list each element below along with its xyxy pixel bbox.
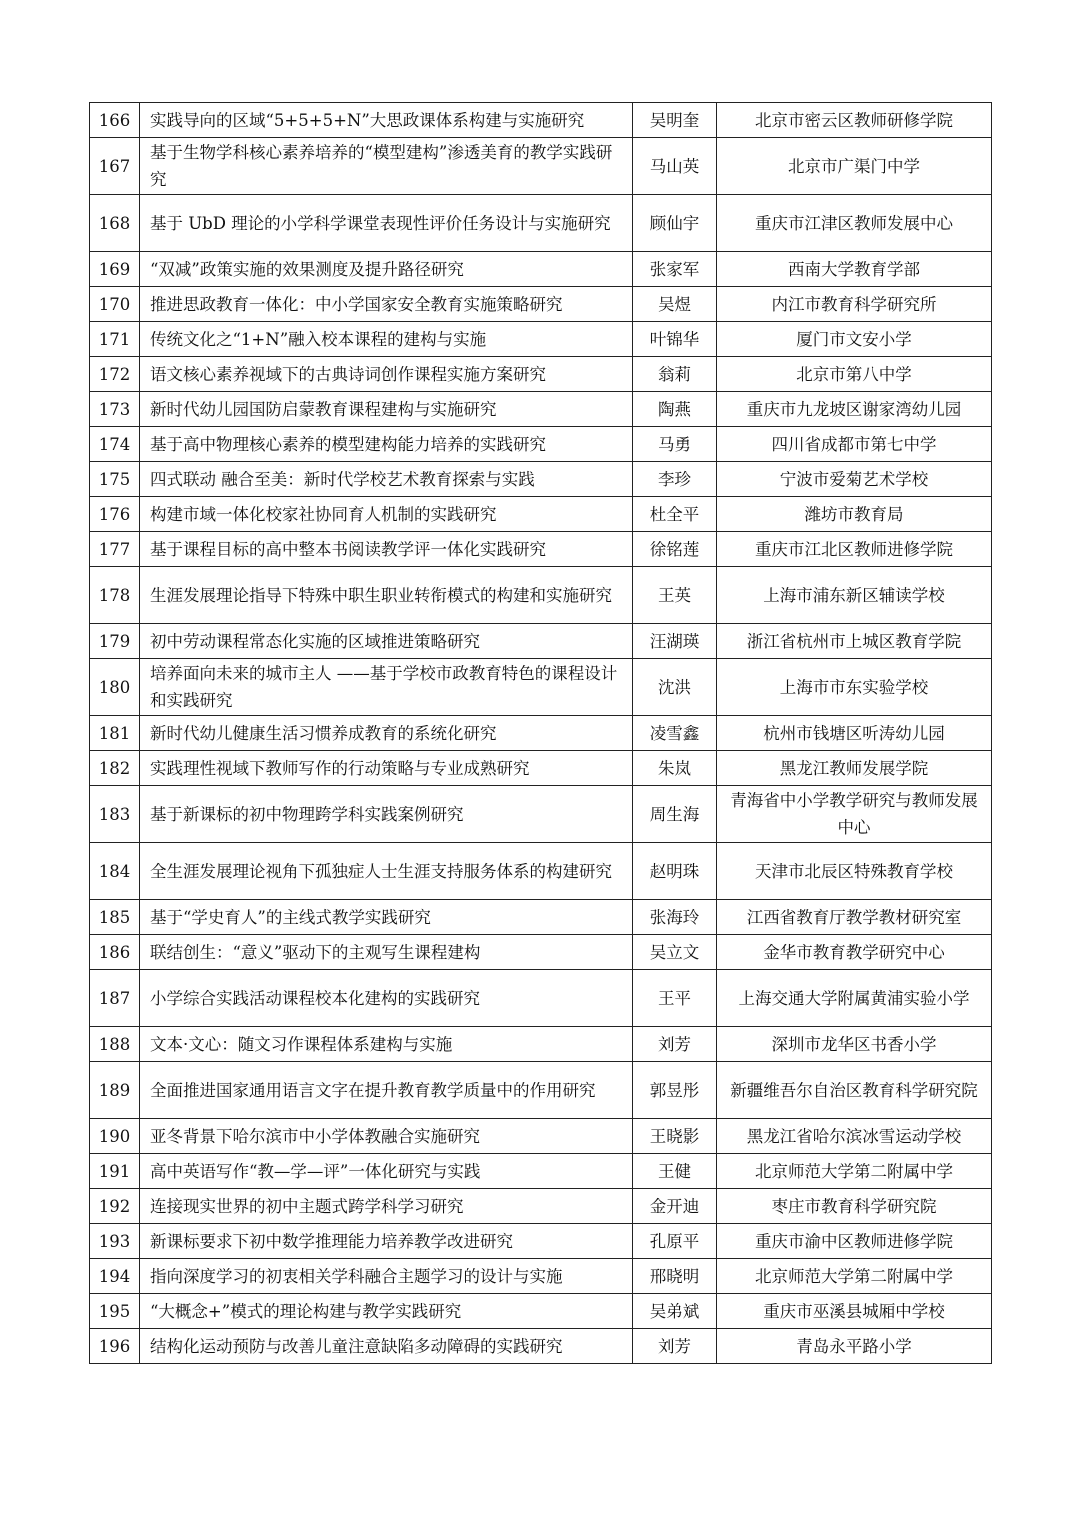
- organization: 北京市广渠门中学: [717, 138, 992, 195]
- principal-name: 金开迪: [633, 1189, 717, 1224]
- row-number: 184: [90, 843, 140, 900]
- project-title: 指向深度学习的初衷相关学科融合主题学习的设计与实施: [140, 1259, 633, 1294]
- organization: 重庆市渝中区教师进修学院: [717, 1224, 992, 1259]
- project-title: 实践导向的区域“5+5+5+N”大思政课体系构建与实施研究: [140, 103, 633, 138]
- row-number: 179: [90, 624, 140, 659]
- row-number: 168: [90, 195, 140, 252]
- organization: 杭州市钱塘区听涛幼儿园: [717, 716, 992, 751]
- organization: 浙江省杭州市上城区教育学院: [717, 624, 992, 659]
- project-title: 全面推进国家通用语言文字在提升教育教学质量中的作用研究: [140, 1062, 633, 1119]
- organization: 内江市教育科学研究所: [717, 287, 992, 322]
- row-number: 195: [90, 1294, 140, 1329]
- project-title: “双减”政策实施的效果测度及提升路径研究: [140, 252, 633, 287]
- project-title: 语文核心素养视域下的古典诗词创作课程实施方案研究: [140, 357, 633, 392]
- project-title: 联结创生：“意义”驱动下的主观写生课程建构: [140, 935, 633, 970]
- project-title: 新时代幼儿园国防启蒙教育课程建构与实施研究: [140, 392, 633, 427]
- table-row: [90, 1224, 992, 1259]
- table-row: [90, 1154, 992, 1189]
- table-row: [90, 786, 992, 843]
- row-number: 181: [90, 716, 140, 751]
- principal-name: 徐铭莲: [633, 532, 717, 567]
- principal-name: 刘芳: [633, 1027, 717, 1062]
- organization: 宁波市爱菊艺术学校: [717, 462, 992, 497]
- project-title: 生涯发展理论指导下特殊中职生职业转衔模式的构建和实施研究: [140, 567, 633, 624]
- principal-name: 顾仙宇: [633, 195, 717, 252]
- row-number: 172: [90, 357, 140, 392]
- organization: 北京市第八中学: [717, 357, 992, 392]
- row-number: 189: [90, 1062, 140, 1119]
- organization: 上海市市东实验学校: [717, 659, 992, 716]
- row-number: 185: [90, 900, 140, 935]
- organization: 重庆市江北区教师进修学院: [717, 532, 992, 567]
- table-row: [90, 532, 992, 567]
- project-title: 传统文化之“1+N”融入校本课程的建构与实施: [140, 322, 633, 357]
- row-number: 167: [90, 138, 140, 195]
- principal-name: 王健: [633, 1154, 717, 1189]
- principal-name: 吴立文: [633, 935, 717, 970]
- organization: 重庆市江津区教师发展中心: [717, 195, 992, 252]
- row-number: 193: [90, 1224, 140, 1259]
- table-row: [90, 497, 992, 532]
- project-title: 文本·文心：随文习作课程体系建构与实施: [140, 1027, 633, 1062]
- table-row: [90, 427, 992, 462]
- row-number: 171: [90, 322, 140, 357]
- principal-name: 王英: [633, 567, 717, 624]
- principal-name: 赵明珠: [633, 843, 717, 900]
- table-row: [90, 751, 992, 786]
- row-number: 187: [90, 970, 140, 1027]
- organization: 青海省中小学教学研究与教师发展中心: [717, 786, 992, 843]
- organization: 北京市密云区教师研修学院: [717, 103, 992, 138]
- row-number: 182: [90, 751, 140, 786]
- table-row: [90, 462, 992, 497]
- principal-name: 杜全平: [633, 497, 717, 532]
- table-row: [90, 1062, 992, 1119]
- principal-name: 郭昱彤: [633, 1062, 717, 1119]
- table-row: [90, 195, 992, 252]
- project-title: 新课标要求下初中数学推理能力培养教学改进研究: [140, 1224, 633, 1259]
- principal-name: 陶燕: [633, 392, 717, 427]
- project-title: 小学综合实践活动课程校本化建构的实践研究: [140, 970, 633, 1027]
- table-row: [90, 900, 992, 935]
- principal-name: 邢晓明: [633, 1259, 717, 1294]
- table-row: [90, 716, 992, 751]
- organization: 西南大学教育学部: [717, 252, 992, 287]
- organization: 上海交通大学附属黄浦实验小学: [717, 970, 992, 1027]
- table-row: [90, 624, 992, 659]
- table-row: [90, 935, 992, 970]
- table-row: [90, 843, 992, 900]
- row-number: 174: [90, 427, 140, 462]
- principal-name: 孔原平: [633, 1224, 717, 1259]
- row-number: 175: [90, 462, 140, 497]
- table-row: [90, 322, 992, 357]
- principal-name: 张家军: [633, 252, 717, 287]
- principal-name: 朱岚: [633, 751, 717, 786]
- principal-name: 凌雪鑫: [633, 716, 717, 751]
- row-number: 192: [90, 1189, 140, 1224]
- project-title: 基于新课标的初中物理跨学科实践案例研究: [140, 786, 633, 843]
- row-number: 176: [90, 497, 140, 532]
- organization: 金华市教育教学研究中心: [717, 935, 992, 970]
- row-number: 166: [90, 103, 140, 138]
- project-title: 基于“学史育人”的主线式教学实践研究: [140, 900, 633, 935]
- row-number: 186: [90, 935, 140, 970]
- project-title: 全生涯发展理论视角下孤独症人士生涯支持服务体系的构建研究: [140, 843, 633, 900]
- table-row: [90, 567, 992, 624]
- principal-name: 李珍: [633, 462, 717, 497]
- row-number: 196: [90, 1329, 140, 1364]
- organization: 天津市北辰区特殊教育学校: [717, 843, 992, 900]
- row-number: 177: [90, 532, 140, 567]
- row-number: 180: [90, 659, 140, 716]
- principal-name: 吴弟斌: [633, 1294, 717, 1329]
- organization: 北京师范大学第二附属中学: [717, 1259, 992, 1294]
- project-title: 结构化运动预防与改善儿童注意缺陷多动障碍的实践研究: [140, 1329, 633, 1364]
- row-number: 194: [90, 1259, 140, 1294]
- project-title: 实践理性视域下教师写作的行动策略与专业成熟研究: [140, 751, 633, 786]
- principal-name: 周生海: [633, 786, 717, 843]
- row-number: 169: [90, 252, 140, 287]
- principal-name: 翁莉: [633, 357, 717, 392]
- row-number: 190: [90, 1119, 140, 1154]
- table-row: [90, 252, 992, 287]
- principal-name: 马勇: [633, 427, 717, 462]
- project-title: 新时代幼儿健康生活习惯养成教育的系统化研究: [140, 716, 633, 751]
- table-row: [90, 1027, 992, 1062]
- row-number: 173: [90, 392, 140, 427]
- principal-name: 叶锦华: [633, 322, 717, 357]
- table-row: [90, 392, 992, 427]
- table-row: [90, 138, 992, 195]
- organization: 深圳市龙华区书香小学: [717, 1027, 992, 1062]
- project-title: 培养面向未来的城市主人 ——基于学校市政教育特色的课程设计和实践研究: [140, 659, 633, 716]
- organization: 黑龙江教师发展学院: [717, 751, 992, 786]
- organization: 上海市浦东新区辅读学校: [717, 567, 992, 624]
- project-title: 连接现实世界的初中主题式跨学科学习研究: [140, 1189, 633, 1224]
- table-row: [90, 659, 992, 716]
- organization: 青岛永平路小学: [717, 1329, 992, 1364]
- project-title: 基于生物学科核心素养培养的“模型建构”渗透美育的教学实践研究: [140, 138, 633, 195]
- row-number: 188: [90, 1027, 140, 1062]
- table-row: [90, 1189, 992, 1224]
- principal-name: 张海玲: [633, 900, 717, 935]
- project-title: 亚冬背景下哈尔滨市中小学体教融合实施研究: [140, 1119, 633, 1154]
- principal-name: 吴明奎: [633, 103, 717, 138]
- row-number: 170: [90, 287, 140, 322]
- project-title: 构建市域一体化校家社协同育人机制的实践研究: [140, 497, 633, 532]
- table-row: [90, 1294, 992, 1329]
- table-row: [90, 1119, 992, 1154]
- row-number: 191: [90, 1154, 140, 1189]
- project-title: 高中英语写作“教—学—评”一体化研究与实践: [140, 1154, 633, 1189]
- table-row: [90, 1259, 992, 1294]
- project-title: “大概念+”模式的理论构建与教学实践研究: [140, 1294, 633, 1329]
- organization: 黑龙江省哈尔滨冰雪运动学校: [717, 1119, 992, 1154]
- principal-name: 王晓影: [633, 1119, 717, 1154]
- principal-name: 王平: [633, 970, 717, 1027]
- project-title: 四式联动 融合至美：新时代学校艺术教育探索与实践: [140, 462, 633, 497]
- project-title: 基于 UbD 理论的小学科学课堂表现性评价任务设计与实施研究: [140, 195, 633, 252]
- project-title: 推进思政教育一体化：中小学国家安全教育实施策略研究: [140, 287, 633, 322]
- organization: 四川省成都市第七中学: [717, 427, 992, 462]
- principal-name: 吴煜: [633, 287, 717, 322]
- organization: 枣庄市教育科学研究院: [717, 1189, 992, 1224]
- table-row: [90, 287, 992, 322]
- organization: 北京师范大学第二附属中学: [717, 1154, 992, 1189]
- principal-name: 汪湖瑛: [633, 624, 717, 659]
- principal-name: 刘芳: [633, 1329, 717, 1364]
- organization: 江西省教育厅教学教材研究室: [717, 900, 992, 935]
- project-title: 初中劳动课程常态化实施的区域推进策略研究: [140, 624, 633, 659]
- table-row: [90, 970, 992, 1027]
- project-title: 基于课程目标的高中整本书阅读教学评一体化实践研究: [140, 532, 633, 567]
- project-title: 基于高中物理核心素养的模型建构能力培养的实践研究: [140, 427, 633, 462]
- table-row: [90, 357, 992, 392]
- organization: 厦门市文安小学: [717, 322, 992, 357]
- principal-name: 沈洪: [633, 659, 717, 716]
- row-number: 183: [90, 786, 140, 843]
- organization: 重庆市九龙坡区谢家湾幼儿园: [717, 392, 992, 427]
- organization: 重庆市巫溪县城厢中学校: [717, 1294, 992, 1329]
- project-table: [89, 102, 992, 1364]
- principal-name: 马山英: [633, 138, 717, 195]
- table-row: [90, 1329, 992, 1364]
- table-row: [90, 103, 992, 138]
- table-body: [90, 103, 992, 1364]
- organization: 新疆维吾尔自治区教育科学研究院: [717, 1062, 992, 1119]
- organization: 潍坊市教育局: [717, 497, 992, 532]
- row-number: 178: [90, 567, 140, 624]
